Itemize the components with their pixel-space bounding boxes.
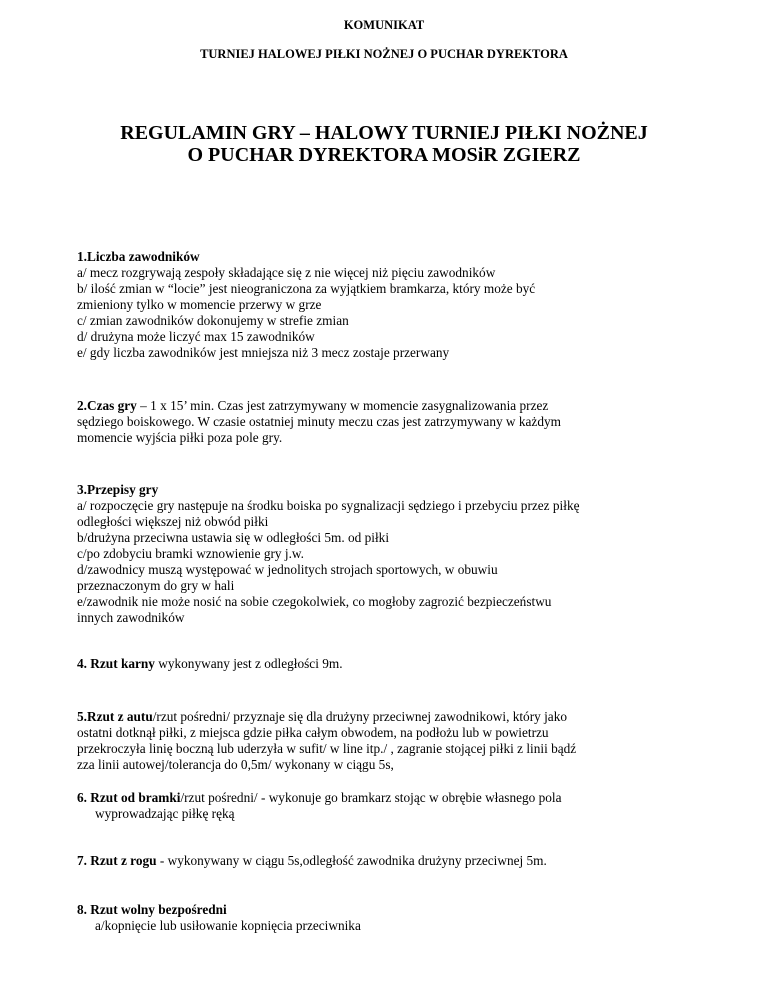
section-8-line: a/kopnięcie lub usiłowanie kopnięcia przeciwnika: [95, 918, 361, 933]
section-7-line: [77, 853, 547, 869]
section-1-line: c/ zmian zawodników dokonujemy w strefie zmian: [77, 313, 349, 328]
tournament-header: TURNIEJ HALOWEJ PIŁKI NOŻNEJ O PUCHAR DYREKTORA: [200, 47, 568, 61]
section-2-first-line: [77, 398, 548, 414]
section-1-line: a/ mecz rozgrywają zespoły składające się z nie więcej niż pięciu zawodników: [77, 265, 496, 280]
section-3-line: a/ rozpoczęcie gry następuje na środku boiska po sygnalizacji sędziego i przebyciu przez piłkę: [77, 498, 580, 513]
section-2-lead: – 1 x 15’ min. Czas jest zatrzymywany w momencie zasygnalizowania przez: [136, 398, 549, 413]
section-2-heading: 2.Czas gry: [77, 398, 137, 413]
section-5-lead: /rzut pośredni/ przyznaje się dla drużyny przeciwnej zawodnikowi, który jako: [152, 709, 567, 724]
section-5-line: ostatni dotknął piłki, z miejsca gdzie piłka całym obwodem, na podłożu lub w powietrzu: [77, 725, 549, 740]
section-6-lead: /rzut pośredni/ - wykonuje go bramkarz stojąc w obrębie własnego pola: [180, 790, 562, 805]
section-6-heading: 6. Rzut od bramki: [77, 790, 181, 805]
section-7-lead: - wykonywany w ciągu 5s,odległość zawodnika drużyny przeciwnej 5m.: [156, 853, 547, 868]
section-1-line: d/ drużyna może liczyć max 15 zawodników: [77, 329, 315, 344]
section-5-heading: 5.Rzut z autu: [77, 709, 153, 724]
section-4-heading: 4. Rzut karny: [77, 656, 155, 671]
section-3-line: c/po zdobyciu bramki wznowienie gry j.w.: [77, 546, 304, 561]
section-6-line: wyprowadzając piłkę ręką: [95, 806, 235, 821]
section-3-line: innych zawodników: [77, 610, 185, 625]
section-3-heading: 3.Przepisy gry: [77, 482, 159, 497]
section-5-line: zza linii autowej/tolerancja do 0,5m/ wykonany w ciągu 5s,: [77, 757, 394, 772]
section-3-line: d/zawodnicy muszą występować w jednolitych strojach sportowych, w obuwiu: [77, 562, 498, 577]
section-3-line: e/zawodnik nie może nosić na sobie czegokolwiek, co mogłoby zagrozić bezpieczeństwu: [77, 594, 552, 609]
section-5-first-line: [77, 709, 567, 725]
section-3-line: przeznaczonym do gry w hali: [77, 578, 235, 593]
section-8-heading: 8. Rzut wolny bezpośredni: [77, 902, 227, 917]
communique-header: KOMUNIKAT: [343, 18, 425, 32]
section-4-lead: wykonywany jest z odległości 9m.: [154, 656, 343, 671]
section-3-line: odległości większej niż obwód piłki: [77, 514, 269, 529]
section-3-line: b/drużyna przeciwna ustawia się w odległości 5m. od piłki: [77, 530, 390, 545]
section-4-line: [77, 656, 343, 672]
document-title-line-1: REGULAMIN GRY – HALOWY TURNIEJ PIŁKI NOŻNEJ: [120, 122, 648, 144]
section-5-line: przekroczyła linię boczną lub uderzyła w sufit/ w line itp./ , zagranie stojącej piłki z linii bądź: [77, 741, 577, 756]
section-1-heading: 1.Liczba zawodników: [77, 249, 200, 264]
section-7-heading: 7. Rzut z rogu: [77, 853, 157, 868]
section-1-line: e/ gdy liczba zawodników jest mniejsza niż 3 mecz zostaje przerwany: [77, 345, 450, 360]
section-1-line: b/ ilość zmian w “locie” jest nieograniczona za wyjątkiem bramkarza, który może być: [77, 281, 536, 296]
section-2-line: sędziego boiskowego. W czasie ostatniej minuty meczu czas jest zatrzymywany w każdym: [77, 414, 561, 429]
section-2-line: momencie wyjścia piłki poza pole gry.: [77, 430, 283, 445]
document-title-line-2: O PUCHAR DYREKTORA MOSiR ZGIERZ: [187, 144, 581, 166]
section-1-line: zmieniony tylko w momencie przerwy w grze: [77, 297, 322, 312]
section-6-first-line: [77, 790, 562, 806]
